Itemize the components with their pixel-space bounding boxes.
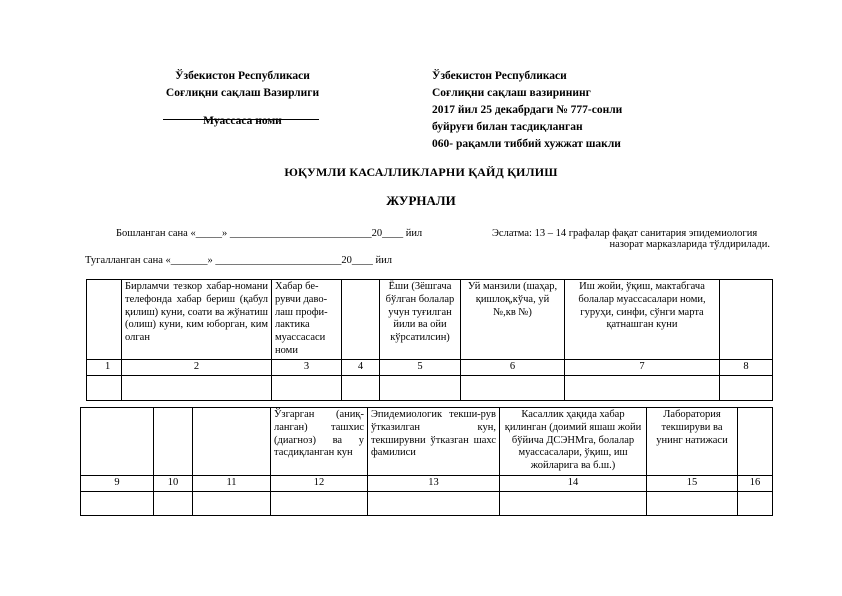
table2-number-row bbox=[81, 476, 773, 492]
col-num-13: 13 bbox=[368, 476, 500, 492]
empty-cell[interactable] bbox=[271, 491, 368, 515]
col-num-15: 15 bbox=[647, 476, 738, 492]
journal-subtitle: ЖУРНАЛИ bbox=[386, 193, 456, 208]
col-num-16: 16 bbox=[738, 476, 773, 492]
col-num-2: 2 bbox=[122, 359, 272, 375]
table2-header-row bbox=[81, 408, 773, 476]
empty-cell[interactable] bbox=[272, 375, 342, 400]
empty-cell[interactable] bbox=[720, 375, 773, 400]
approval-line-4: буйруғи билан тасдиқланган bbox=[432, 121, 583, 133]
col-age-header: Ёши (3ёшгача бўлган болалар учун туғилган йили ва ойи кўрсатилсин) bbox=[380, 280, 461, 360]
col-num-12: 12 bbox=[271, 476, 368, 492]
empty-cell[interactable] bbox=[565, 375, 720, 400]
col-reporting-institution-header: Хабар бе-рувчи даво-лаш профи-лактика муассасаси номи bbox=[272, 280, 342, 360]
approval-line-1: Ўзбекистон Республикаси bbox=[432, 70, 567, 82]
empty-cell[interactable] bbox=[647, 491, 738, 515]
col-patient-name-header bbox=[342, 280, 380, 360]
empty-cell[interactable] bbox=[122, 375, 272, 400]
col-illness-date-header bbox=[720, 280, 773, 360]
approval-line-2: Соғлиқни сақлаш вазирининг bbox=[432, 87, 591, 99]
empty-cell[interactable] bbox=[342, 375, 380, 400]
approval-line-3: 2017 йил 25 декабрдаги № 777-сонли bbox=[432, 104, 623, 116]
col-num-8: 8 bbox=[720, 359, 773, 375]
col-num-9: 9 bbox=[81, 476, 154, 492]
end-date-line: Тугалланган сана «_______» ________________________20____ йил bbox=[85, 255, 393, 266]
ministry-name: Соғлиқни сақлаш Вазирлиги bbox=[165, 87, 320, 99]
empty-cell[interactable] bbox=[500, 491, 647, 515]
ministry-header-left bbox=[160, 68, 325, 102]
table-registry-part1 bbox=[86, 279, 773, 401]
col-epidemiological-check-header: Эпидемиологик текши-рув ўтказилган кун, текширувни ўтказган шахс фамилиси bbox=[368, 408, 500, 476]
col-num-6: 6 bbox=[461, 359, 565, 375]
col-num-7: 7 bbox=[565, 359, 720, 375]
col-number-header bbox=[87, 280, 122, 360]
table2-empty-row bbox=[81, 491, 773, 515]
empty-cell[interactable] bbox=[81, 491, 154, 515]
col-updated-diagnosis-header: Ўзгарган (аниқ-ланган) ташхис (диагноз) ва у тасдиқланган кун bbox=[271, 408, 368, 476]
col-num-14: 14 bbox=[500, 476, 647, 492]
empty-cell[interactable] bbox=[87, 375, 122, 400]
col-laboratory-header: Лаборатория текшируви ва унинг натижаси bbox=[647, 408, 738, 476]
start-date-line: Бошланган сана «_____» ___________________________20____ йил bbox=[116, 228, 423, 239]
table1-number-row bbox=[87, 359, 773, 375]
approval-line-5: 060- рақамли тиббий хужжат шакли bbox=[432, 138, 621, 150]
empty-cell[interactable] bbox=[380, 375, 461, 400]
approval-header-right bbox=[432, 68, 692, 153]
institution-label: Муассаса номи bbox=[203, 115, 282, 127]
note-block bbox=[492, 228, 770, 250]
col-num-5: 5 bbox=[380, 359, 461, 375]
col-diagnosis-header bbox=[193, 408, 271, 476]
col-workplace-header: Иш жойи, ўқиш, мактабгача болалар муассасалари номи, гуруҳи, синфи, сўнги марта қатнашган куни bbox=[565, 280, 720, 360]
col-address-header: Уй манзили (шаҳар, қишлоқ,кўча, уй №,кв №) bbox=[461, 280, 565, 360]
col-num-11: 11 bbox=[193, 476, 271, 492]
table-registry-part2 bbox=[80, 407, 773, 516]
col-hospitalization-header bbox=[154, 408, 193, 476]
col-num-3: 3 bbox=[272, 359, 342, 375]
table1-header-row bbox=[87, 280, 773, 360]
col-num-10: 10 bbox=[154, 476, 193, 492]
col-first-visit-header bbox=[81, 408, 154, 476]
note-line-1: Эслатма: 13 – 14 графалар фақат санитария эпидемиология bbox=[492, 228, 758, 239]
col-notification-info-header: Касаллик ҳақида хабар қилинган (доимий яшаш жойи бўйича ДСЭНМга, болалар муассасалари, ўқиш, иш жойларига ва б.ш.) bbox=[500, 408, 647, 476]
empty-cell[interactable] bbox=[461, 375, 565, 400]
note-line-2: назорат марказларида тўлдирилади. bbox=[609, 239, 770, 250]
col-remark-header bbox=[738, 408, 773, 476]
empty-cell[interactable] bbox=[738, 491, 773, 515]
journal-title: ЮҚУМЛИ КАСАЛЛИКЛАРНИ ҚАЙД ҚИЛИШ bbox=[284, 165, 558, 179]
empty-cell[interactable] bbox=[154, 491, 193, 515]
empty-cell[interactable] bbox=[193, 491, 271, 515]
col-num-4: 4 bbox=[342, 359, 380, 375]
col-num-1: 1 bbox=[87, 359, 122, 375]
country-name: Ўзбекистон Республикаси bbox=[175, 70, 310, 82]
table1-empty-row bbox=[87, 375, 773, 400]
col-notification-header: Бирламчи тезкор хабар-номани телефонда хабар бериш (қабул қилиш) куни, соати ва жўнатиш (олиш) куни, ким юборган, ким олган bbox=[122, 280, 272, 360]
empty-cell[interactable] bbox=[368, 491, 500, 515]
